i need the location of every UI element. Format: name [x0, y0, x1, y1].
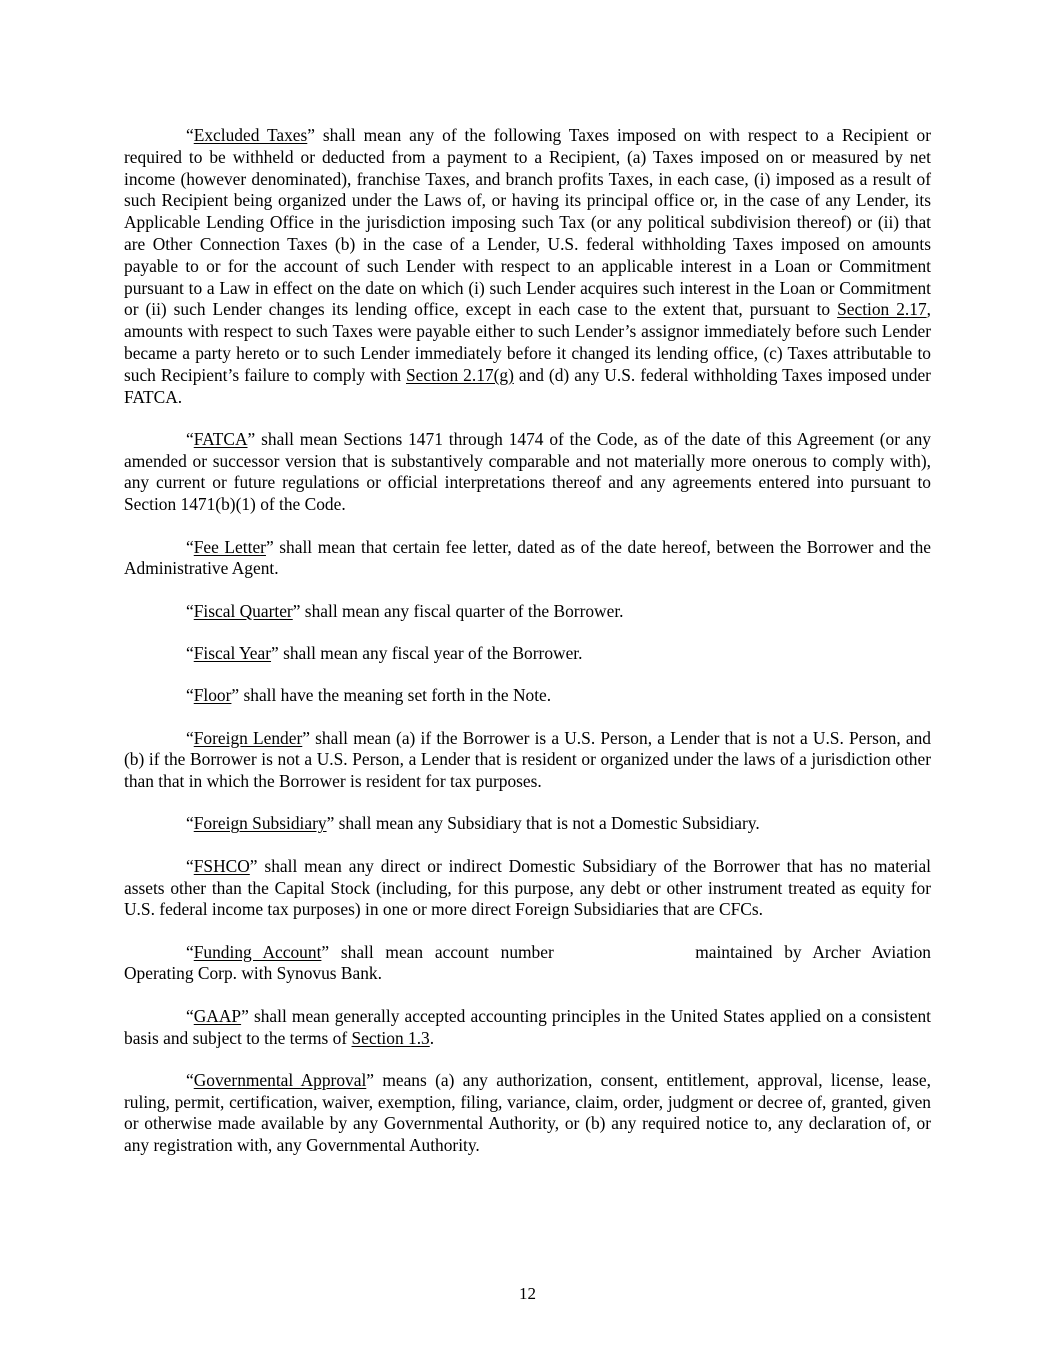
- defined-term: Foreign Subsidiary: [193, 813, 327, 834]
- defined-term: Fiscal Year: [193, 642, 272, 663]
- defined-term: GAAP: [193, 1005, 242, 1026]
- section-reference: Section 2.17(g): [406, 364, 514, 385]
- open-quote: “: [186, 855, 194, 876]
- open-quote: “: [186, 1005, 194, 1026]
- definition-text: ” shall mean Sections 1471 through 1474 of the Code, as of the date of this Agreement (or any amended or successor version that is substantively comparable and not materially more onerous to comply with), any current or future regulations or official interpretations thereof and any agreements entered into pursuant to Section 1471(b)(1) of the Code.: [124, 428, 931, 515]
- open-quote: “: [186, 941, 194, 962]
- defined-term: FATCA: [193, 428, 248, 449]
- defined-term: Funding Account: [193, 941, 322, 962]
- definition-fee-letter: [124, 537, 931, 581]
- open-quote: “: [186, 125, 194, 145]
- definition-text: ” shall have the meaning set forth in the Note.: [231, 685, 552, 706]
- page-number: 12: [519, 1284, 536, 1303]
- definition-text: ” shall mean any Subsidiary that is not a Domestic Subsidiary.: [326, 813, 760, 834]
- definition-fshco: [124, 856, 931, 921]
- open-quote: “: [186, 536, 194, 557]
- definition-fatca: [124, 429, 931, 516]
- open-quote: “: [186, 642, 194, 663]
- defined-term: Foreign Lender: [193, 727, 303, 748]
- definition-text: ” shall mean any fiscal year of the Borrower.: [271, 642, 583, 663]
- defined-term: Excluded Taxes: [193, 125, 308, 145]
- open-quote: “: [186, 1069, 194, 1090]
- defined-term: FSHCO: [193, 855, 250, 876]
- definition-text: ” shall mean generally accepted accounting principles in the United States applied on a consistent basis and subject to the terms of: [124, 1005, 931, 1048]
- definition-foreign-lender: [124, 728, 931, 793]
- definition-fiscal-quarter: [124, 601, 931, 623]
- definition-text: ” shall mean account number: [321, 941, 554, 962]
- definition-text: ” shall mean any fiscal quarter of the Borrower.: [292, 600, 624, 621]
- definition-text: ” shall mean (a) if the Borrower is a U.S. Person, a Lender that is not a U.S. Person, and (b) if the Borrower is not a U.S. Person, a Lender that is resident or organized under the laws of a jurisdiction other than that in which the Borrower is resident for tax purposes.: [124, 727, 931, 792]
- defined-term: Fee Letter: [193, 536, 266, 557]
- definition-text: ” shall mean any of the following Taxes imposed on with respect to a Recipient or required to be withheld or deducted from a payment to a Recipient, (a) Taxes imposed on or measured by net income (however denominated), franchise Taxes, and branch profits Taxes, in each case, (i) imposed as a result of such Recipient being organized under the Laws of, or having its principal office or, in the case of any Lender, its Applicable Lending Office in the jurisdiction imposing such Tax (or any political subdivision thereof) or (ii) that are Other Connection Taxes (b) in the case of a Lender, U.S. federal withholding Taxes imposed on amounts payable to or for the account of such Lender with respect to an applicable interest in a Loan or Commitment pursuant to a Law in effect on the date on which (i) such Lender acquires such interest in the Loan or Commitment or (ii) such Lender changes its lending office, except in each case to the extent that, pursuant to: [124, 125, 931, 320]
- definition-text: maintained by Archer Aviation Operating Corp. with Synovus Bank.: [124, 941, 931, 984]
- open-quote: “: [186, 813, 194, 834]
- open-quote: “: [186, 428, 194, 449]
- open-quote: “: [186, 727, 194, 748]
- definition-text: , amounts with respect to such Taxes were payable either to such Lender’s assignor immediately before such Lender became a party hereto or to such Lender immediately before it changed its lending office, (c) Taxes attributable to such Recipient’s failure to comply with: [124, 299, 931, 385]
- definition-text: ” shall mean any direct or indirect Domestic Subsidiary of the Borrower that has no material assets other than the Capital Stock (including, for this purpose, any debt or other instrument treated as equity for U.S. federal income tax purposes) in one or more direct Foreign Subsidiaries that are CFCs.: [124, 855, 931, 920]
- definition-text: and (d) any U.S. federal withholding Taxes imposed under FATCA.: [124, 364, 931, 407]
- defined-term: Governmental Approval: [193, 1069, 367, 1090]
- definition-funding-account: [124, 942, 931, 986]
- definition-text: ” means (a) any authorization, consent, entitlement, approval, license, lease, ruling, permit, certification, waiver, exemption, filing, variance, claim, order, judgment or decree of, granted, given or otherwise made available by any Governmental Authority, or (b) any required notice to, any declaration of, or any registration with, any Governmental Authority.: [124, 1069, 931, 1156]
- open-quote: “: [186, 600, 194, 621]
- section-reference: Section 2.17: [837, 299, 927, 320]
- definition-fiscal-year: [124, 643, 931, 665]
- definition-excluded-taxes: [124, 125, 931, 408]
- definition-governmental-approval: [124, 1070, 931, 1157]
- definition-text: ” shall mean that certain fee letter, dated as of the date hereof, between the Borrower and the Administrative Agent.: [124, 536, 931, 579]
- definition-text: .: [429, 1027, 435, 1048]
- section-reference: Section 1.3: [351, 1027, 430, 1048]
- defined-term: Fiscal Quarter: [193, 600, 293, 621]
- open-quote: “: [186, 685, 194, 706]
- definition-floor: [124, 685, 931, 707]
- definition-foreign-subsidiary: [124, 813, 931, 835]
- defined-term: Floor: [193, 685, 232, 706]
- definition-gaap: [124, 1006, 931, 1050]
- document-page: [124, 125, 931, 1177]
